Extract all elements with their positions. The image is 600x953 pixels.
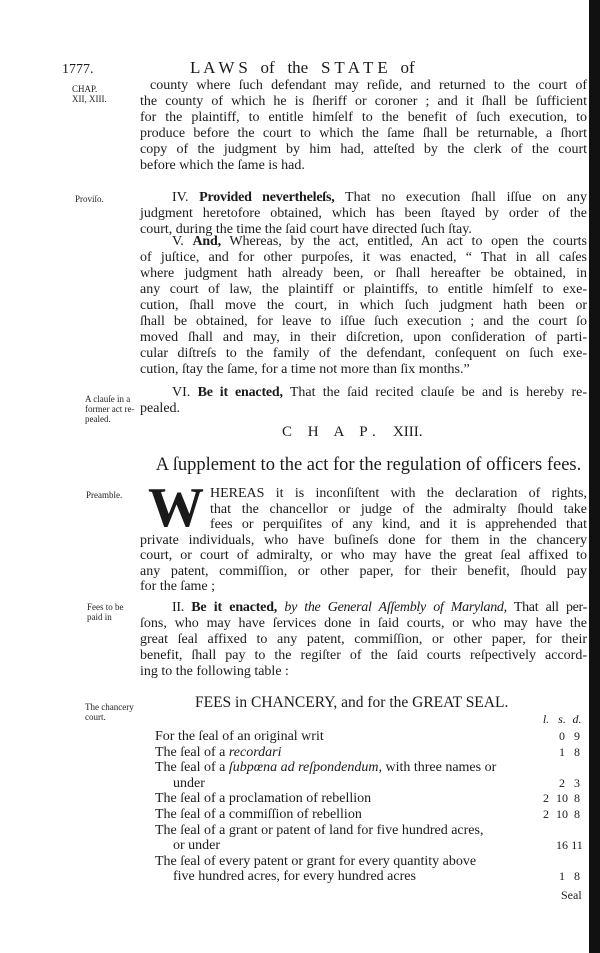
text-line: private individuals, who have buſineſs done for them in the chancery <box>140 532 587 548</box>
text-line: cution, ſtay the ſame, for a time not more than ſix months.” <box>140 362 470 377</box>
text-line: benefit, ſhall pay to the regiſter of the ſaid courts reſpectively accord- <box>140 648 587 663</box>
margin-line: XII, XIII. <box>72 94 107 104</box>
margin-fees <box>87 602 124 622</box>
table-row <box>155 823 530 854</box>
text-line: the county of which he is ſheriff or coroner ; and it ſhall be ſufficient <box>140 94 587 109</box>
section-number: V. <box>172 234 184 249</box>
fee-shillings: 1 <box>559 744 565 759</box>
text-line: court, or court of admiralty, or who may have the great ſeal affixed to <box>140 548 587 563</box>
text-line: copy of the judgment by him had, atteſted by the clerk of the court <box>140 142 587 157</box>
fee-shillings: 10 <box>556 807 568 821</box>
text-line: ing to the following table : <box>140 664 289 679</box>
text-segment: Whereas, by the act, entitled, An act to open the courts <box>229 234 588 249</box>
text-line: ſons, who may have ſervices done in ſaid courts, or who may have the <box>140 616 587 631</box>
row-text: The ſeal of every patent or grant for every quantity above <box>155 853 477 869</box>
fee-pence: 8 <box>574 807 580 821</box>
row-continuation: five hundred acres, for every hundred acres <box>173 869 416 885</box>
text-line: any court of law, the plaintiff or plaintiffs, to entitle himſelf to exe- <box>140 282 587 297</box>
section-ii <box>140 600 587 680</box>
text-line: court, during the time the ſaid court have directed ſuch ſtay. <box>140 222 472 237</box>
text-line: cular diſtreſs to the family of the defendant, conſequent on ſuch exe- <box>140 346 587 361</box>
text-line: great ſeal affixed to any patent, commiſſion, or other paper, for their <box>140 632 587 647</box>
text-segment: That no execution ſhall iſſue on any <box>345 190 587 205</box>
row-label <box>155 807 530 823</box>
margin-chap <box>72 84 107 104</box>
margin-line: former act re- <box>85 404 135 414</box>
margin-line: CHAP. <box>72 84 98 94</box>
preamble <box>140 477 587 595</box>
fee-pence: 9 <box>574 729 580 743</box>
row-label <box>155 854 530 870</box>
column-header-l: l. <box>542 712 550 726</box>
row-label <box>155 729 530 745</box>
text-line: for the plaintiff, to entitle himſelf to the benefit of ſuch execution, to <box>140 110 587 125</box>
column-header-d: d. <box>572 712 582 726</box>
row-text: The ſeal of a commiſſion of rebellion <box>155 807 362 822</box>
scan-edge <box>589 0 600 953</box>
margin-line: pealed. <box>85 414 111 424</box>
row-continuation: or under <box>173 838 221 854</box>
row-text: The ſeal of a <box>155 760 229 776</box>
chapter-title: A ſupplement to the act for the regulation of officers fees. <box>155 455 582 475</box>
fee-pence: 11 <box>571 838 583 853</box>
text-line: judgment heretofore obtained, which has been ſtayed by order of the <box>140 206 587 221</box>
text-line: ſhall be obtained, for leave to iſſue ſuch execution ; and the court ſo <box>140 314 587 329</box>
text-line: for the ſame ; <box>140 579 216 594</box>
text-line: where judgment hath already been, or ſhall hereafter be obtained, in <box>140 266 587 281</box>
drop-cap: W <box>148 477 204 539</box>
row-text: The ſeal of a <box>155 744 229 760</box>
text-segment: That the ſaid recited clauſe be and is hereby re- <box>289 385 588 400</box>
table-row <box>155 760 530 791</box>
text-line: HEREAS it is inconſiſtent with the declaration of rights, <box>210 486 587 501</box>
text-line: produce before the court to which the ſame ſhall be returnable, a ſhort <box>140 126 587 141</box>
section-number: VI. <box>172 385 191 400</box>
running-title: L A W S of the S T A T E of <box>190 58 415 77</box>
text-line: county where ſuch defendant may reſide, and returned to the court of <box>150 78 587 93</box>
paragraph-continuation <box>140 78 587 174</box>
table-title: FEES in CHANCERY, and for the GREAT SEAL. <box>195 694 509 711</box>
page-year: 1777. <box>62 62 94 77</box>
row-text: The ſeal of a proclamation of rebellion <box>155 791 372 807</box>
fee-shillings: 10 <box>556 791 568 806</box>
chapter-heading <box>282 424 423 441</box>
text-line <box>140 600 587 616</box>
blackletter-lead: Be it enacted, <box>191 600 278 615</box>
blackletter-lead: And, <box>192 234 221 249</box>
section-v <box>140 234 587 378</box>
margin-proviso: Proviſo. <box>75 194 104 204</box>
text-line: before which the ſame is had. <box>140 158 305 173</box>
section-number: II. <box>172 600 184 615</box>
text-line: moved ſhall and may, in their diſcretion, upon conſideration of parti- <box>140 330 587 345</box>
margin-preamble: Preamble. <box>86 490 123 500</box>
text-line <box>140 385 587 401</box>
table-row <box>155 745 530 761</box>
section-iv <box>140 190 587 238</box>
fee-pounds: 2 <box>543 807 549 821</box>
section-vi <box>140 385 587 417</box>
row-italic: recordari <box>228 744 282 760</box>
text-segment: That all per- <box>513 600 587 615</box>
text-line <box>140 190 587 206</box>
text-line: fees or perquiſites of any kind, and it is apprehended that <box>210 517 587 532</box>
margin-line: Fees to be <box>87 602 124 612</box>
table-row <box>155 729 530 745</box>
row-text: For the ſeal of an original writ <box>155 729 324 744</box>
row-label <box>155 745 530 761</box>
fee-shillings: 1 <box>559 869 565 884</box>
blackletter-lead: Be it enacted, <box>197 385 283 400</box>
row-label <box>155 823 530 839</box>
text-line: cution, ſhall move the court, in which ſuch judgment hath been or <box>140 298 587 313</box>
fee-pounds: 2 <box>543 791 549 806</box>
row-continuation: under <box>173 775 205 791</box>
column-header-s: s. <box>558 712 566 726</box>
text-line: pealed. <box>140 401 181 416</box>
margin-chancery <box>85 702 134 722</box>
fee-shillings: 0 <box>559 729 565 743</box>
row-italic: ſubpœna ad reſpondendum, <box>228 760 382 776</box>
table-row <box>155 791 530 807</box>
margin-line: court. <box>85 712 106 722</box>
margin-line: The chancery <box>85 702 134 712</box>
fee-pence: 3 <box>574 775 580 790</box>
text-line: any patent, commiſſion, or other paper, for their benefit, ſhould pay <box>140 563 587 579</box>
fee-shillings: 16 <box>556 838 568 853</box>
row-text: The ſeal of a grant or patent of land for five hundred acres, <box>155 822 484 838</box>
section-number: IV. <box>172 190 189 205</box>
row-label <box>155 760 530 776</box>
fee-pence: 8 <box>574 744 580 759</box>
fee-pence: 8 <box>574 791 580 806</box>
margin-line: A clauſe in a <box>85 394 131 404</box>
fee-shillings: 2 <box>559 775 565 790</box>
chapter-label: C H A P. <box>282 424 382 440</box>
italic-segment: by the General Aſſembly of Maryland, <box>284 600 507 615</box>
fee-pence: 8 <box>574 869 580 884</box>
chapter-number: XIII. <box>392 424 423 440</box>
catchword: Seal <box>561 888 582 902</box>
row-text-after: with three names or <box>381 760 497 776</box>
table-row <box>155 854 530 885</box>
margin-clause-repealed <box>85 394 134 424</box>
table-row <box>155 807 530 823</box>
text-line <box>140 234 587 250</box>
text-line: that the chancellor or judge of the admiralty ſhould take <box>210 501 587 517</box>
text-line: of juſtice, and for other purpoſes, it was enacted, “ That in all caſes <box>140 250 587 265</box>
row-label <box>155 791 530 807</box>
blackletter-lead: Provided nevertheleſs, <box>199 190 335 205</box>
margin-line: paid in <box>87 612 112 622</box>
